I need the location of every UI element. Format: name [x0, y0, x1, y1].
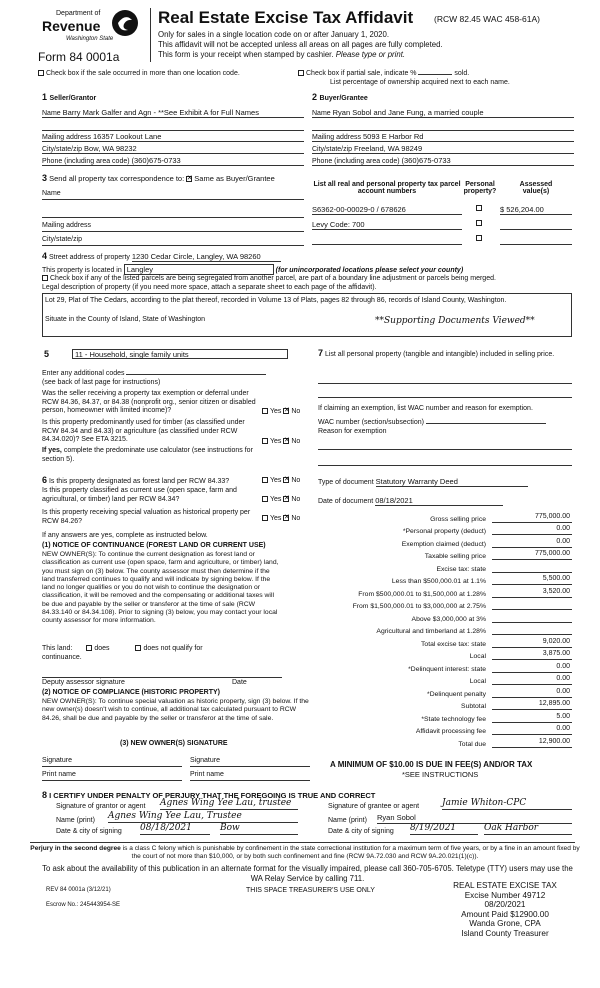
tax-row [318, 598, 572, 611]
tax-row-label: Subtotal [461, 703, 486, 710]
tax-row-label: Gross selling price [430, 515, 486, 523]
tax-row [318, 573, 572, 586]
tax-row [318, 710, 572, 723]
tax-row-value[interactable]: 775,000.00 [492, 513, 572, 523]
assessed-field-1[interactable]: $ 526,204.00 [500, 205, 544, 214]
seller-name-field[interactable]: Barry Mark Galfer and Agn - **See Exhibit A for Full Names [62, 108, 259, 117]
tax-row-label: Agricultural and timberland at 1.28% [376, 628, 486, 635]
historic-yes-checkbox[interactable] [262, 515, 268, 521]
tax-row-value[interactable]: 0.00 [492, 725, 572, 735]
this-land-label: This land: [42, 645, 73, 652]
doc-type-field[interactable]: Statutory Warranty Deed [376, 477, 528, 487]
tax-row-label: Total due [458, 740, 486, 748]
section3-city-label: City/state/zip [42, 236, 83, 243]
buyer-phone-label: Phone (including area code) [312, 158, 400, 165]
tax-row-label: From $1,500,000.01 to $3,000,000 at 2.75% [352, 603, 486, 610]
revenue-label: Revenue [42, 18, 101, 34]
grantee-name-field[interactable]: Ryan Sobol [377, 813, 416, 822]
multi-location-label: Check box if the sale occurred in more than one location code. [46, 70, 240, 77]
grantee-signature[interactable]: Jamie Whiton-CPC [442, 798, 572, 810]
no-label: No [291, 408, 301, 415]
buyer-city-field[interactable]: Freeland, WA 98249 [354, 144, 423, 153]
rev-label: REV 84 0001a (3/12/21) [46, 887, 111, 893]
q-current-use: Is this property classified as current use (open space, farm and agricultural, or timber) land per RCW 84.34? [42, 487, 237, 503]
exemption-label: If claiming an exemption, list WAC number and reason for exemption. [318, 405, 533, 412]
continuance-label: continuance. [42, 654, 82, 661]
tax-row [318, 635, 572, 648]
deputy-date-label: Date [232, 679, 247, 686]
tax-row [318, 535, 572, 548]
wa-logo-icon [110, 8, 140, 38]
legal-line-2: Situate in the County of Island, State of Washington [45, 316, 206, 323]
yes-label: Yes [270, 408, 282, 415]
grantee-sig-label: Signature of grantee or agent [328, 803, 420, 810]
tax-row-label: Local [469, 653, 486, 660]
header-line3b: Please type or print. [335, 50, 406, 59]
q-forest: Is this property designated as forest land per RCW 84.33? [48, 478, 230, 485]
tax-row-value[interactable]: 3,520.00 [492, 588, 572, 598]
tax-row-label: Taxable selling price [424, 553, 486, 560]
seller-phone-field[interactable]: (360)675-0733 [131, 156, 181, 165]
minimum-due: A MINIMUM OF $10.00 IS DUE IN FEE(S) AND/OR TAX [330, 760, 533, 769]
tax-row-label: *Personal property (deduct) [402, 528, 486, 535]
tax-row [318, 735, 572, 748]
tax-row [318, 623, 572, 636]
q1-no-checkbox[interactable] [283, 408, 289, 414]
current-use-no-checkbox[interactable] [283, 496, 289, 502]
form-number: Form 84 0001a [38, 50, 120, 64]
tax-row [318, 685, 572, 698]
legal-label: Legal description of property (if you need more space, attach a separate sheet to each page of the affidavit). [42, 284, 377, 291]
tax-row-label: *Delinquent penalty [427, 690, 486, 698]
no-label: No [291, 438, 301, 445]
partial-sale-label: Check box if partial sale, indicate % [306, 70, 417, 77]
tax-row-value[interactable]: 0.00 [492, 688, 572, 698]
tax-row-label: *Delinquent interest: state [408, 665, 486, 673]
doc-type-label: Type of document [318, 479, 374, 486]
grantor-name-label: Name (print) [56, 817, 95, 824]
tax-row-label: Local [469, 678, 486, 685]
buyer-addr-label: Mailing address [312, 134, 362, 141]
tax-row-label: *State technology fee [421, 715, 486, 723]
tax-row [318, 523, 572, 536]
escrow-label: Escrow No.: 245443954-SE [46, 902, 121, 908]
owner-sig-label-2: Signature [190, 757, 220, 764]
tax-row-label: Less than $500,000.01 at 1.1% [391, 578, 486, 585]
forest-yes-checkbox[interactable] [262, 477, 268, 483]
does-label: does [94, 645, 110, 652]
partial-sale-note: List percentage of ownership acquired next to each name. [330, 79, 510, 86]
stamp-line-6: Island County Treasurer [461, 928, 549, 938]
partial-sold-label: sold. [454, 70, 470, 77]
add-codes-label: Enter any additional codes [42, 370, 125, 377]
seller-phone-label: Phone (including area code) [42, 158, 130, 165]
stamp-line-4: Amount Paid $12900.00 [461, 909, 549, 919]
perjury-text: is a class C felony which is punishable by confinement in the state correctional institution for a maximum term of five years, or by a fine in an amount fixed by the court of not more than $10,000, or by both such confinement and fine (RCW 9A.72.030 and RCW 9A.20.021(1)(c)). [122, 845, 580, 861]
grantor-date-field[interactable]: 08/18/2021 [140, 823, 210, 835]
yes-label: Yes [270, 515, 282, 522]
rcw-ref: (RCW 82.45 WAC 458-61A) [434, 14, 540, 24]
wac-label: WAC number (section/subsection) [318, 419, 424, 426]
buyer-city-label: City/state/zip [312, 146, 353, 153]
tax-row-value[interactable]: 0.00 [492, 675, 572, 685]
treasurer-stamp [440, 881, 570, 938]
dept-label: Department of [56, 10, 101, 17]
personal-checkbox-1[interactable] [476, 205, 482, 211]
section3-addr-label: Mailing address [42, 222, 92, 229]
does-not-checkbox[interactable] [135, 645, 141, 651]
q-exemption: Was the seller receiving a property tax exemption or deferral under RCW 84.36, 84.37, or 84.38 (nonprofit org., senior citizen or disabled person, homeowner with limited income)? [42, 390, 256, 414]
yes-label: Yes [270, 438, 282, 445]
multi-location-checkbox[interactable] [38, 70, 44, 76]
stamp-line-5: Wanda Grone, CPA [469, 919, 541, 928]
forest-no-checkbox[interactable] [283, 477, 289, 483]
certify-statement: I CERTIFY UNDER PENALTY OF PERJURY THAT THE FOREGOING IS TRUE AND CORRECT [49, 791, 376, 800]
header-line1: Only for sales in a single location code on or after January 1, 2020. [158, 30, 390, 39]
notice1-title: (1) NOTICE OF CONTINUANCE (FOREST LAND OR CURRENT USE) [42, 542, 266, 549]
grantee-date-label: Date & city of signing [328, 828, 394, 835]
see-back-label: (see back of last page for instructions) [42, 379, 161, 386]
reason-label: Reason for exemption [318, 428, 387, 435]
tax-row-label: From $500,000.01 to $1,500,000 at 1.28% [358, 590, 486, 598]
does-checkbox[interactable] [86, 645, 92, 651]
no-label: No [291, 496, 301, 503]
buyer-heading: Buyer/Grantee [319, 95, 368, 102]
notice2-title: (2) NOTICE OF COMPLIANCE (HISTORIC PROPERTY) [42, 689, 220, 696]
doc-date-field[interactable]: 08/18/2021 [375, 496, 503, 506]
tax-row-value[interactable] [492, 563, 572, 573]
header-line2: This affidavit will not be accepted unless all areas on all pages are fully completed. [158, 40, 443, 49]
grantor-signature[interactable]: Agnes Wing Yee Lau, trustee [160, 798, 298, 810]
form-title: Real Estate Excise Tax Affidavit [158, 8, 414, 27]
personal-checkbox-2[interactable] [476, 220, 482, 226]
segregated-checkbox[interactable] [42, 275, 48, 281]
segregated-label: Check box if any of the listed parcels are being segregated from another parcel, are part of a boundary line adjustment or parcels being merged. [50, 275, 496, 282]
see-instructions: *SEE INSTRUCTIONS [402, 770, 479, 779]
tax-row [318, 660, 572, 673]
tax-row-value[interactable]: 0.00 [492, 525, 572, 535]
grantor-city-field[interactable]: Bow [220, 823, 298, 835]
ask-text: To ask about the availability of this publication in an alternate format for the visually impaired, please call 360-705-6705. Teletype (TTY) users may use the WA Relay Service by calling 711. [42, 864, 573, 883]
personal-checkbox-3[interactable] [476, 235, 482, 241]
tax-row [318, 723, 572, 736]
owner-print-label-1: Print name [42, 771, 76, 778]
tax-row-value[interactable]: 5.00 [492, 713, 572, 723]
tax-row-label: Exemption claimed (deduct) [401, 540, 486, 548]
street-field[interactable]: 1230 Cedar Circle, Langley, WA 98260 [132, 252, 281, 262]
parcel-field-2[interactable]: Levy Code: 700 [312, 220, 365, 229]
tax-row-label: Affidavit processing fee [415, 728, 486, 735]
doc-date-label: Date of document [318, 498, 374, 505]
q2-no-checkbox[interactable] [283, 438, 289, 444]
tax-row-value[interactable] [492, 625, 572, 635]
grantee-date-field[interactable]: 8/19/2021 [410, 823, 478, 835]
does-not-label: does not qualify for [143, 645, 203, 652]
tax-row-value[interactable] [492, 613, 572, 623]
tax-row [318, 698, 572, 711]
tax-row [318, 560, 572, 573]
grantee-city-field[interactable]: Oak Harbor [484, 823, 572, 835]
q-historic: Is this property receiving special valuation as historical property per RCW 84.26? [42, 509, 251, 525]
tax-row-value[interactable]: 12,895.00 [492, 700, 572, 710]
owner-sig-title: (3) NEW OWNER(S) SIGNATURE [120, 740, 228, 747]
no-label: No [291, 515, 301, 522]
yes-label: Yes [270, 496, 282, 503]
notice2-text: NEW OWNER(S): To continue special valuation as historic property, sign (3) below. If the new owner(s) doesn't wish to continue, all additional tax calculated pursuant to RCW 84.26, shall be due and payable by the seller or transferor at the time of sale. [42, 698, 309, 722]
same-as-buyer-label: Same as Buyer/Grantee [194, 174, 275, 183]
partial-sale-checkbox[interactable] [298, 70, 304, 76]
seller-city-label: City/state/zip [42, 146, 83, 153]
tax-row-value[interactable]: 0.00 [492, 663, 572, 673]
if-yes-label: If yes, [42, 447, 62, 454]
tax-row-label: Total excise tax: state [421, 640, 486, 648]
tax-row-value[interactable]: 775,000.00 [492, 550, 572, 560]
treasurer-label: THIS SPACE TREASURER'S USE ONLY [246, 887, 375, 894]
tax-row-label: Excise tax: state [436, 565, 486, 573]
tax-row-value[interactable]: 0.00 [492, 538, 572, 548]
assessed-col-header: Assessed value(s) [519, 181, 553, 195]
revenue-logo [38, 8, 146, 48]
seller-name-label: Name [42, 110, 61, 117]
tax-row-value[interactable]: 9,020.00 [492, 638, 572, 648]
historic-no-checkbox[interactable] [283, 515, 289, 521]
tax-row-value[interactable] [492, 600, 572, 610]
deputy-sig-label: Deputy assessor signature [42, 679, 125, 686]
located-field[interactable]: Langley [124, 264, 274, 275]
tax-table [318, 510, 572, 748]
use-code-field[interactable]: 11 - Household, single family units [72, 349, 288, 359]
tax-row [318, 648, 572, 661]
grantee-name-label: Name (print) [328, 817, 367, 824]
section3-text: Send all property tax correspondence to: [49, 174, 185, 183]
seller-addr-label: Mailing address [42, 134, 92, 141]
buyer-addr-field[interactable]: 5093 E Harbor Rd [362, 132, 424, 141]
no-label: No [291, 477, 301, 484]
tax-row [318, 510, 572, 523]
grantor-name-field[interactable]: Agnes Wing Yee Lau, Trustee [108, 811, 298, 823]
buyer-phone-field[interactable]: (360)675-0733 [401, 156, 451, 165]
located-label: This property is located in [42, 267, 122, 274]
parcel-col-header: List all real and personal property tax parcel account numbers [313, 181, 461, 195]
q1-yes-checkbox[interactable] [262, 408, 268, 414]
header-line3: This form is your receipt when stamped by cashier. [158, 50, 334, 59]
tax-row [318, 548, 572, 561]
seller-city-field[interactable]: Bow, WA 98232 [84, 144, 137, 153]
same-as-buyer-checkbox[interactable] [186, 176, 192, 182]
q2-yes-checkbox[interactable] [262, 438, 268, 444]
any-yes-note: If any answers are yes, complete as instructed below. [42, 532, 208, 539]
tax-row-label: Above $3,000,000 at 3% [411, 615, 486, 623]
seller-heading: Seller/Grantor [49, 95, 97, 102]
supporting-docs-stamp: **Supporting Documents Viewed** [375, 316, 535, 326]
state-label: Washington State [66, 36, 114, 42]
owner-sig-label-1: Signature [42, 757, 72, 764]
seller-addr-field[interactable]: 16357 Lookout Lane [92, 132, 162, 141]
buyer-name-field[interactable]: Ryan Sobol and Jane Fung, a married couple [332, 108, 484, 117]
street-label: Street address of property [48, 254, 130, 261]
tax-row [318, 673, 572, 686]
tax-row-value[interactable]: 5,500.00 [492, 575, 572, 585]
tax-row-value[interactable]: 3,875.00 [492, 650, 572, 660]
stamp-line-1: REAL ESTATE EXCISE TAX [453, 881, 557, 890]
buyer-name-label: Name [312, 110, 331, 117]
stamp-line-3: 08/20/2021 [484, 900, 526, 909]
grantor-sig-label: Signature of grantor or agent [56, 803, 146, 810]
uninc-note: (for unincorporated locations please select your county) [275, 267, 464, 274]
legal-description-box[interactable] [42, 293, 572, 337]
tax-row-value[interactable]: 12,900.00 [492, 738, 572, 748]
owner-print-label-2: Print name [190, 771, 224, 778]
legal-line-1: Lot 29, Plat of The Cedars, according to the plat thereof, recorded in Volume 13 of Plats, pages 82 through 86, records of Island County, Washington. [45, 297, 507, 304]
tax-row [318, 585, 572, 598]
q-timber: Is this property predominantly used for timber (as classified under RCW 84.34 and 84.33) or agriculture (as classified under RCW 84.34.020)? See ETA 3215. [42, 419, 245, 443]
tax-row [318, 610, 572, 623]
notice1-text: NEW OWNER(S): To continue the current designation as forest land or classification as current use (open space, farm and agriculture, or timber) land, you must sign on (3) below. The county assessor must then determine if the land transferred continues to qualify and will indicate by signing below. If the land no longer qualifies or you do not wish to continue the designation or classification, it will be removed and the compensating or additional taxes will be due and payable by the seller or transferor at the time of sale (RCW 84.33.140 or 84.34.108). Prior to signing (3) below, you may contact your local county assessor for more information. [42, 551, 279, 625]
perjury-bold: Perjury in the second degree [30, 845, 121, 852]
calculator-note: complete the predominate use calculator (see instructions for section 5). [42, 447, 253, 463]
stamp-line-2: Excise Number 49712 [464, 890, 546, 900]
parcel-field-1[interactable]: S6362-00-00029-0 / 678626 [312, 205, 406, 214]
yes-label: Yes [270, 477, 282, 484]
grantor-date-label: Date & city of signing [56, 828, 122, 835]
section3-name-label: Name [42, 190, 61, 197]
section7-text: List all personal property (tangible and intangible) included in selling price. [324, 351, 555, 358]
personal-col-header: Personal property? [463, 181, 497, 195]
current-use-yes-checkbox[interactable] [262, 496, 268, 502]
